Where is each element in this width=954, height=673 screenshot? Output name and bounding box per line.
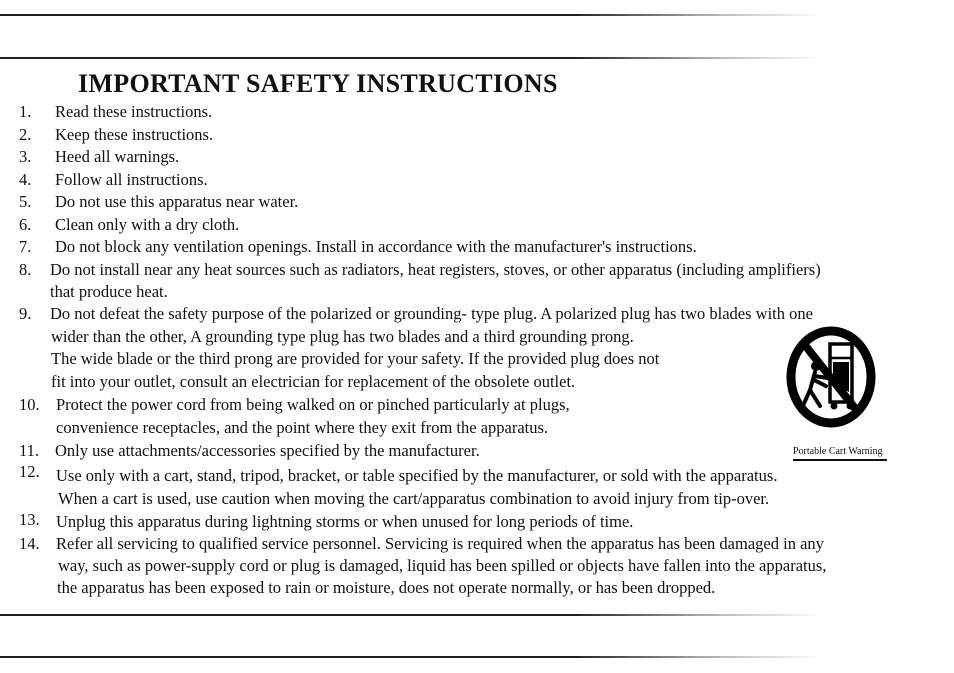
item-number: 12. (19, 462, 40, 481)
item-text: that produce heat. (50, 282, 168, 301)
item-number: 6. (19, 215, 32, 234)
item-text: Unplug this apparatus during lightning storms or when unused for long periods of time. (56, 512, 634, 531)
item-text: wider than the other, A grounding type plug has two blades and a third grounding prong. (51, 327, 634, 346)
header-section: SAFETY INSTRUCTIONS (290, 25, 533, 43)
item-text: Follow all instructions. (55, 170, 208, 189)
header-series: WTX SERIES (139, 25, 267, 43)
footer-text (60, 625, 457, 643)
item-text: The wide blade or the third prong are provided for your safety. If the provided plug does not (51, 349, 660, 368)
page-number: 2 (60, 625, 73, 643)
item-number: 4. (19, 170, 32, 189)
item-number: 13. (19, 510, 40, 529)
page-title: IMPORTANT SAFETY INSTRUCTIONS (78, 69, 558, 98)
item-number: 1. (19, 102, 32, 121)
item-text: Refer all servicing to qualified service personnel. Servicing is required when the apparatus has been damaged in any (56, 534, 824, 553)
item-text: Use only with a cart, stand, tripod, bracket, or table specified by the manufacturer, or sold with the apparatus. (56, 466, 778, 485)
portable-cart-warning-icon (786, 326, 876, 428)
item-number: 3. (19, 147, 32, 166)
header-separator: | (274, 25, 283, 43)
header-bottom-rule (0, 57, 820, 59)
item-text: Do not install near any heat sources such as radiators, heat registers, stoves, or other apparatus (including amplifiers) (50, 260, 821, 279)
item-text: Protect the power cord from being walked on or pinched particularly at plugs, (56, 395, 570, 414)
item-number: 14. (19, 534, 40, 553)
item-text: Heed all warnings. (55, 147, 180, 166)
item-text: convenience receptacles, and the point where they exit from the apparatus. (56, 418, 549, 437)
item-text: Do not defeat the safety purpose of the polarized or grounding- type plug. A polarized plug has two blades with one (50, 304, 813, 323)
cart-caption-underline (793, 459, 887, 461)
header-text (60, 25, 533, 43)
header-brand: EDEN (60, 25, 116, 43)
item-text: When a cart is used, use caution when moving the cart/apparatus combination to avoid injury from tip-over. (58, 489, 770, 508)
header-top-rule (0, 14, 820, 16)
item-number: 8. (19, 260, 32, 279)
item-text: Clean only with a dry cloth. (55, 215, 240, 234)
item-text: fit into your outlet, consult an electrician for replacement of the obsolete outlet. (51, 372, 576, 391)
header-separator: | (123, 25, 132, 43)
footer-bottom-rule (0, 656, 820, 658)
item-text: Do not block any ventilation openings. Install in accordance with the manufacturer's instructions. (55, 237, 697, 256)
item-number: 5. (19, 192, 32, 211)
cart-warning-caption: Portable Cart Warning (793, 446, 883, 457)
item-text: Read these instructions. (55, 102, 213, 121)
item-text: Only use attachments/accessories specified by the manufacturer. (55, 441, 480, 460)
item-text: the apparatus has been exposed to rain or moisture, does not operate normally, or has been dropped. (57, 578, 716, 597)
item-text: Do not use this apparatus near water. (55, 192, 299, 211)
footer-separator: | (80, 625, 89, 643)
footer-tagline: HI FIDELITY FOR LOW FREQUENCY (96, 625, 458, 643)
footer-top-rule (0, 614, 820, 616)
item-text: way, such as power-supply cord or plug is damaged, liquid has been spilled or objects have fallen into the apparatus, (58, 556, 827, 575)
item-number: 11. (19, 441, 40, 460)
item-number: 2. (19, 125, 32, 144)
item-number: 10. (19, 395, 40, 414)
item-number: 7. (19, 237, 32, 256)
item-text: Keep these instructions. (55, 125, 214, 144)
item-number: 9. (19, 304, 32, 323)
